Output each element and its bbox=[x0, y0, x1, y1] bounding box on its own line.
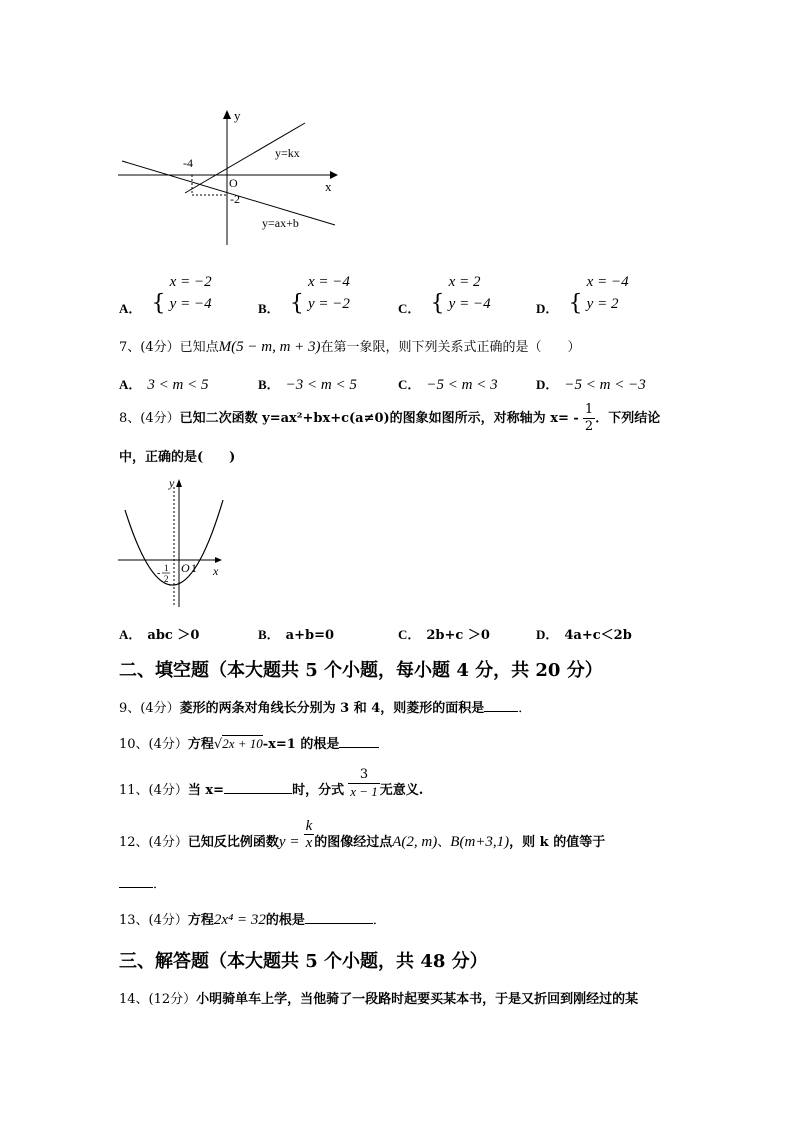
q7-option-c[interactable]: C． −5 < m < 3 bbox=[398, 377, 498, 393]
linear-graph bbox=[110, 105, 340, 250]
line2-label: y=ax+b bbox=[262, 216, 299, 230]
option-letter: B． bbox=[258, 300, 280, 316]
question-8-line2: 中，正确的是( ) bbox=[119, 450, 236, 465]
question-12: 12、(4分）已知反比例函数y = $\frac{k}{x}$ 的图像经过点A(2, m)、B(m+3,1)，则 k 的值等于 bbox=[119, 818, 606, 851]
line-axb bbox=[122, 161, 335, 225]
y-axis-arrow bbox=[176, 479, 182, 487]
half-num: 1 bbox=[164, 563, 169, 573]
option-letter: D． bbox=[536, 300, 559, 316]
radicand: 2x + 10 bbox=[222, 736, 263, 751]
brace-icon: { bbox=[430, 290, 445, 316]
minus-label: - bbox=[157, 568, 161, 579]
answer-blank[interactable] bbox=[339, 735, 379, 748]
answer-blank[interactable] bbox=[119, 875, 153, 888]
q6-option-a[interactable]: A． { x = −2 y = −4 bbox=[119, 274, 212, 316]
brace-icon: { bbox=[151, 290, 166, 316]
point-a: A(2, m) bbox=[392, 834, 438, 850]
q7-option-a[interactable]: A． 3 < m < 5 bbox=[119, 377, 209, 393]
x-axis-label: x bbox=[325, 179, 332, 194]
origin-label: O bbox=[181, 561, 190, 575]
section-2-heading: 二、填空题（本大题共 5 个小题，每小题 4 分，共 20 分） bbox=[119, 660, 603, 681]
question-9: 9、(4分）菱形的两条对角线长分别为 3 和 4，则菱形的面积是 ． bbox=[119, 701, 532, 716]
option-letter: C． bbox=[398, 300, 421, 316]
question-13: 13、(4分）方程2x⁴ = 32的根是 ． bbox=[119, 912, 386, 928]
question-8: 8、(4分）已知二次函数 y=ax²+bx+c(a≠0)的图象如图所示，对称轴为 x= - $\frac{1}{2}$ ．下列结论 bbox=[119, 402, 661, 434]
question-10: 10、(4分）方程√2x + 10-x=1 的根是 bbox=[119, 733, 379, 752]
section-3-heading: 三、解答题（本大题共 5 个小题，共 48 分） bbox=[119, 951, 488, 972]
x-axis-arrow bbox=[330, 171, 338, 179]
fraction: $\frac{k}{x}$ bbox=[305, 818, 313, 851]
question-11: 11、(4分）当 x= 时，分式 $\frac{3}{x - 1}$ 无意义. bbox=[119, 767, 424, 799]
q8-option-c[interactable]: C． 2b+c ＞0 bbox=[398, 627, 490, 643]
question-7: 7、(4分）已知点M(5 − m, m + 3)在第一象限，则下列关系式正确的是（ ） bbox=[119, 339, 581, 355]
q8-option-b[interactable]: B． a+b=0 bbox=[258, 627, 335, 643]
y-axis-label: y bbox=[234, 108, 241, 123]
answer-blank[interactable] bbox=[484, 699, 518, 712]
option-letter: A． bbox=[119, 300, 142, 316]
x-axis-label: x bbox=[213, 564, 219, 578]
y-axis-arrow bbox=[223, 110, 231, 119]
fraction: $\frac{3}{x - 1}$ bbox=[350, 767, 378, 799]
half-den: 2 bbox=[164, 574, 169, 584]
one-label: 1 bbox=[191, 561, 197, 575]
equation: 2x⁴ = 32 bbox=[213, 912, 266, 928]
tick-y-label: -2 bbox=[230, 192, 240, 206]
brace-icon: { bbox=[289, 290, 304, 316]
question-12-line2: ． bbox=[119, 873, 166, 892]
x-axis-arrow bbox=[215, 557, 222, 563]
sqrt-icon: √ bbox=[213, 737, 223, 752]
line1-label: y=kx bbox=[275, 146, 300, 160]
origin-label: O bbox=[229, 176, 238, 190]
y-axis-label: y bbox=[169, 476, 175, 490]
q8-option-d[interactable]: D． 4a+c＜2b bbox=[536, 627, 632, 643]
parabola-graph bbox=[115, 475, 230, 610]
q7-option-d[interactable]: D． −5 < m < −3 bbox=[536, 377, 646, 393]
point-m: M(5 − m, m + 3) bbox=[218, 339, 321, 355]
q6-option-b[interactable]: B． { x = −4 y = −2 bbox=[258, 274, 350, 316]
fraction: $\frac{1}{2}$ bbox=[584, 402, 594, 434]
q8-option-a[interactable]: A． abc ＞0 bbox=[119, 627, 200, 643]
q6-option-d[interactable]: D． { x = −4 y = 2 bbox=[536, 274, 629, 316]
question-14: 14、(12分）小明骑单车上学，当他骑了一段路时起要买某本书，于是又折回到刚经过的某 bbox=[119, 992, 639, 1007]
q7-option-b[interactable]: B． −3 < m < 5 bbox=[258, 377, 357, 393]
point-b: B(m+3,1) bbox=[450, 834, 510, 850]
q6-option-c[interactable]: C． { x = 2 y = −4 bbox=[398, 274, 491, 316]
brace-icon: { bbox=[568, 290, 583, 316]
answer-blank[interactable] bbox=[305, 911, 373, 924]
tick-x-label: -4 bbox=[183, 156, 193, 170]
answer-blank[interactable] bbox=[224, 781, 292, 794]
